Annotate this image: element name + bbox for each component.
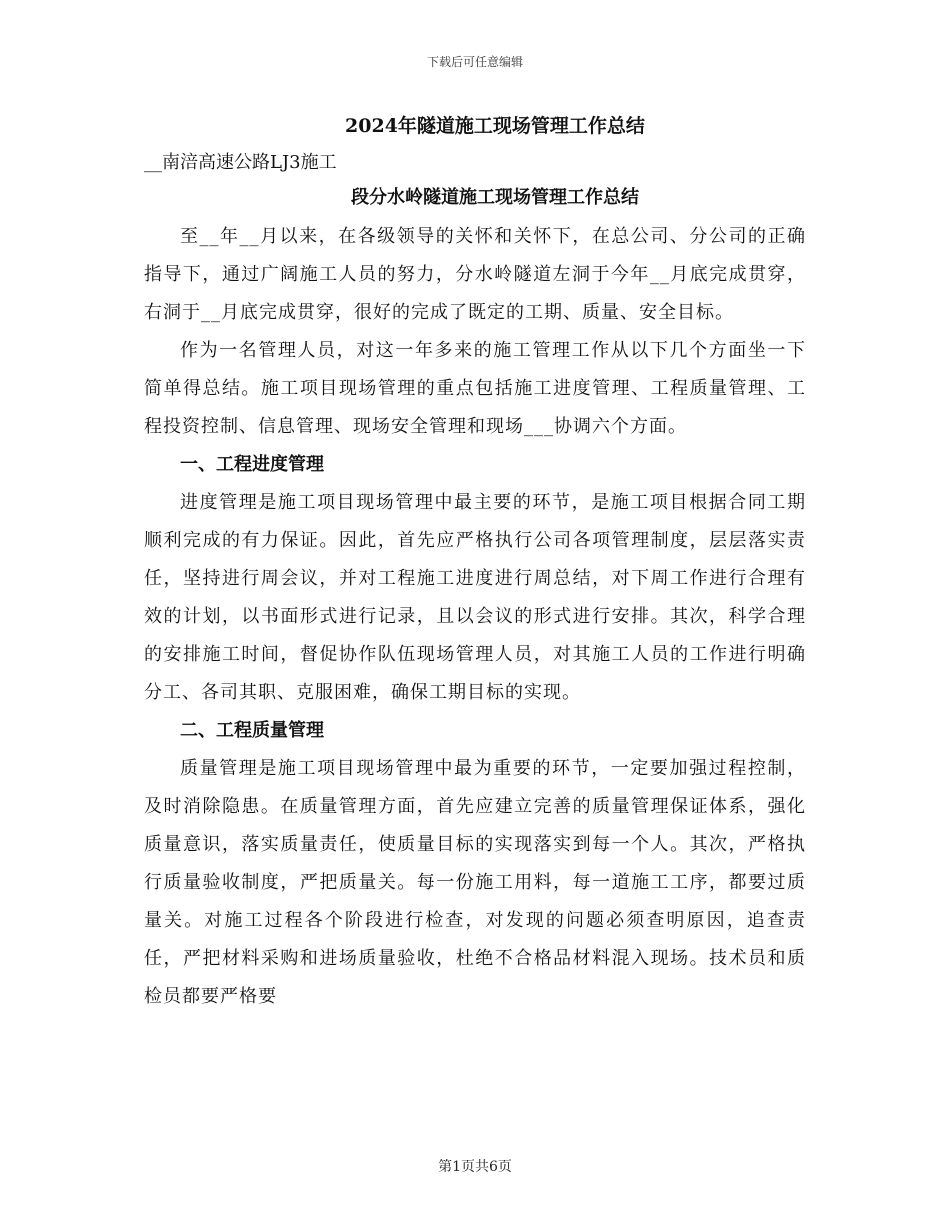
- document-subtitle-line: __南涪高速公路LJ3施工: [144, 152, 337, 173]
- section-body-progress: 进度管理是施工项目现场管理中最主要的环节，是施工项目根据合同工期顺利完成的有力保证。因此，首先应严格执行公司各项管理制度，层层落实责任，坚持进行周会议，并对工程施工进度进行周总结，对下周工作进行合理有效的计划，以书面形式进行记录，且以会议的形式进行安排。其次，科学合理的安排施工时间，督促协作队伍现场管理人员，对其施工人员的工作进行明确分工、各司其职、克服困难，确保工期目标的实现。: [144, 492, 806, 703]
- document-body: [144, 108, 806, 1016]
- section-body-quality: 质量管理是施工项目现场管理中最为重要的环节，一定要加强过程控制，及时消除隐患。在质量管理方面，首先应建立完善的质量管理保证体系，强化质量意识，落实质量责任，使质量目标的实现落实到每一个人。其次，严格执行质量验收制度，严把质量关。每一份施工用料，每一道施工工序，都要过质量关。对施工过程各个阶段进行检查，对发现的问题必须查明原因，追查责任，严把材料采购和进场质量验收，杜绝不合格品材料混入现场。技术员和质检员都要严格要: [144, 758, 806, 1007]
- paragraph-overview: 作为一名管理人员，对这一年多来的施工管理工作从以下几个方面坐一下简单得总结。施工项目现场管理的重点包括施工进度管理、工程质量管理、工程投资控制、信息管理、现场安全管理和现场___协调六个方面。: [144, 340, 806, 437]
- section-heading-quality: 二、工程质量管理: [180, 720, 324, 741]
- document-subtitle-bold: 段分水岭隧道施工现场管理工作总结: [351, 187, 639, 208]
- section-heading-progress: 一、工程进度管理: [180, 454, 324, 475]
- page-footer: 第1页共6页: [438, 1159, 512, 1175]
- paragraph-intro: 至__年__月以来，在各级领导的关怀和关怀下，在总公司、分公司的正确指导下，通过广阔施工人员的努力，分水岭隧道左洞于今年__月底完成贯穿，右洞于__月底完成贯穿，很好的完成了既定的工期、质量、安全目标。: [144, 226, 806, 323]
- header-note: 下载后可任意编辑: [426, 55, 523, 69]
- document-title: 2024年隧道施工现场管理工作总结: [345, 115, 645, 137]
